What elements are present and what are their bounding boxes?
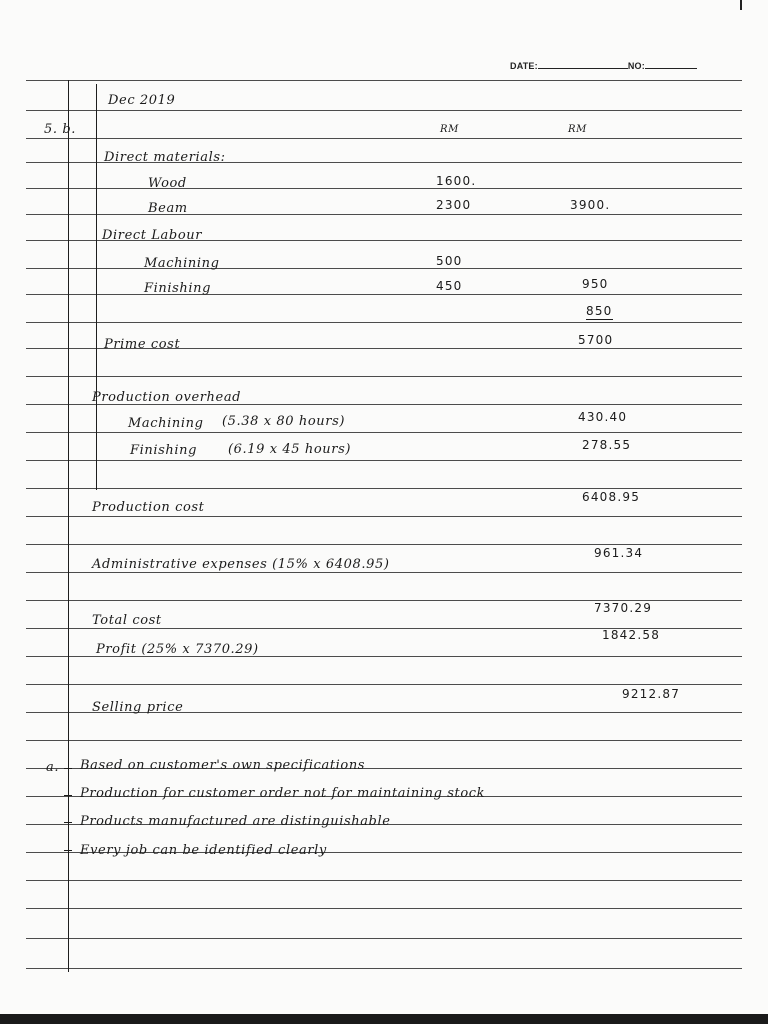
rule-line	[26, 460, 742, 461]
rule-line	[26, 110, 742, 111]
production-cost-label: Production cost	[92, 500, 205, 515]
rule-line	[26, 938, 742, 939]
prime-cost-amount: 5700	[578, 333, 614, 347]
selling-price-amount: 9212.87	[622, 687, 681, 701]
labour-machining-amount: 500	[436, 254, 463, 268]
production-cost-amount: 6408.95	[582, 490, 641, 504]
bullet-dash	[64, 822, 72, 823]
prime-cost-label: Prime cost	[104, 337, 181, 352]
rule-line	[26, 80, 742, 81]
rule-line	[26, 684, 742, 685]
rule-line	[26, 294, 742, 295]
profit-label: Profit (25% x 7370.29)	[96, 642, 259, 657]
bullet-dash	[64, 768, 72, 769]
point-2: Production for customer order not for maintaining stock	[80, 786, 486, 801]
rule-line	[26, 572, 742, 573]
overhead-machining-amount: 430.40	[578, 410, 628, 424]
margin-line	[68, 80, 69, 972]
date-written: Dec 2019	[108, 93, 176, 108]
rule-line	[26, 740, 742, 741]
wood-label: Wood	[148, 176, 187, 191]
no-blank	[645, 68, 697, 69]
rule-line	[26, 432, 742, 433]
overhead-machining-label: Machining	[128, 416, 204, 431]
overhead-finishing-calc: (6.19 x 45 hours)	[228, 442, 352, 457]
rule-line	[26, 188, 742, 189]
overhead-finishing-label: Finishing	[130, 443, 198, 458]
labour-total: 950	[582, 277, 609, 291]
rule-line	[26, 908, 742, 909]
production-overhead-label: Production overhead	[92, 390, 242, 405]
direct-labour-label: Direct Labour	[102, 228, 203, 243]
question-b-label: 5. b.	[44, 122, 76, 137]
labour-machining-label: Machining	[144, 256, 220, 271]
labour-subtotal: 850	[586, 304, 613, 318]
inner-margin-line	[96, 84, 97, 490]
date-blank	[538, 68, 628, 69]
total-cost-label: Total cost	[92, 613, 162, 628]
labour-finishing-amount: 450	[436, 279, 463, 293]
date-label: DATE:	[510, 61, 538, 71]
overhead-finishing-amount: 278.55	[582, 438, 632, 452]
rule-line	[26, 544, 742, 545]
rule-line	[26, 376, 742, 377]
selling-price-label: Selling price	[92, 700, 184, 715]
page-edge-mark	[740, 0, 742, 10]
point-3: Products manufactured are distinguishable	[80, 814, 391, 829]
wood-amount: 1600.	[436, 174, 477, 188]
col-header-rm-2: RM	[568, 124, 587, 135]
beam-label: Beam	[148, 201, 188, 216]
bullet-dash	[64, 795, 72, 796]
bullet-dash	[64, 850, 72, 851]
rule-line	[26, 138, 742, 139]
rule-line	[26, 968, 742, 969]
overhead-machining-calc: (5.38 x 80 hours)	[222, 414, 346, 429]
no-label: NO:	[627, 61, 645, 71]
beam-amount: 2300	[436, 198, 472, 212]
rule-line	[26, 880, 742, 881]
direct-materials-label: Direct materials:	[104, 150, 226, 165]
admin-expenses-amount: 961.34	[594, 546, 644, 560]
materials-total: 3900.	[570, 198, 611, 212]
labour-finishing-label: Finishing	[144, 281, 212, 296]
rule-line	[26, 322, 742, 323]
page-header	[510, 61, 697, 71]
rule-line	[26, 214, 742, 215]
point-1: Based on customer's own specifications	[80, 758, 366, 773]
rule-line	[26, 268, 742, 269]
question-a-label: a.	[46, 760, 60, 775]
admin-expenses-label: Administrative expenses (15% x 6408.95)	[92, 557, 390, 572]
rule-line	[26, 488, 742, 489]
profit-amount: 1842.58	[602, 628, 661, 642]
point-4: Every job can be identified clearly	[80, 843, 327, 858]
total-cost-amount: 7370.29	[594, 601, 653, 615]
page-bottom-edge	[0, 1014, 768, 1024]
col-header-rm-1: RM	[440, 124, 459, 135]
rule-line	[26, 516, 742, 517]
